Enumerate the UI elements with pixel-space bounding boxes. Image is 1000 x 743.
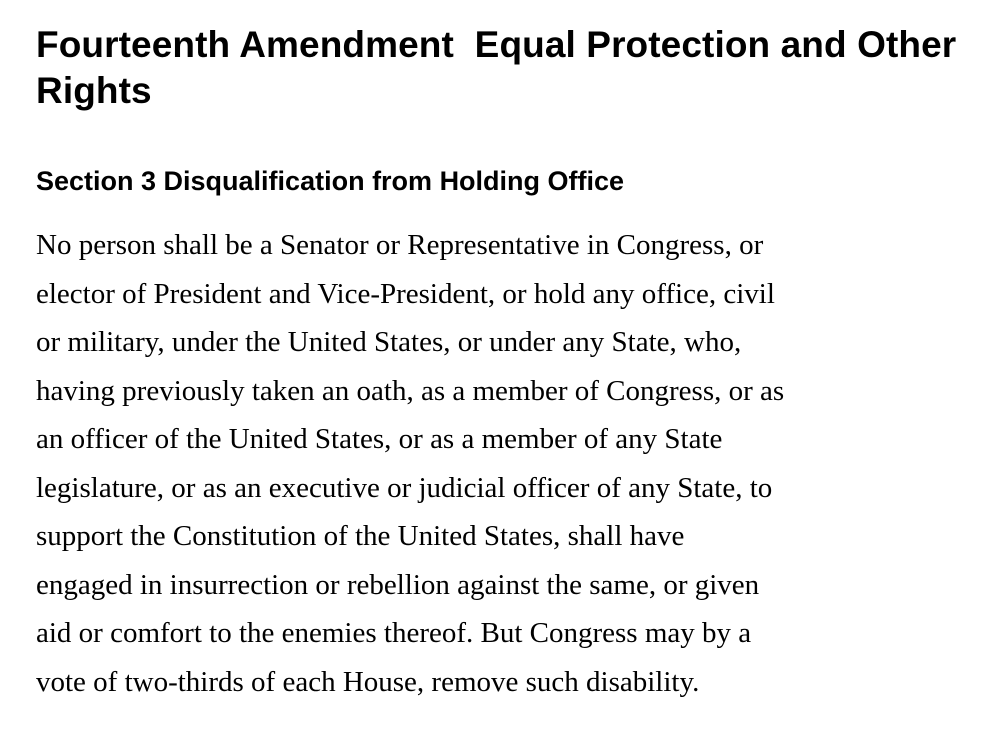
body-line: legislature, or as an executive or judicial officer of any State, to (36, 471, 773, 504)
body-line: support the Constitution of the United States, shall have (36, 520, 685, 552)
body-line: elector of President and Vice-President, or hold any office, civil (36, 277, 775, 310)
section-heading: Section 3 Disqualification from Holding Office (36, 166, 625, 196)
body-line: an officer of the United States, or as a member of any State (36, 423, 723, 455)
body-line: vote of two-thirds of each House, remove such disability. (36, 665, 700, 698)
document-content (36, 22, 967, 698)
body-line: No person shall be a Senator or Representative in Congress, or (36, 229, 764, 261)
body-line: or military, under the United States, or under any State, who, (36, 326, 742, 358)
body-line: aid or comfort to the enemies thereof. But Congress may by a (36, 617, 752, 649)
body-line: having previously taken an oath, as a member of Congress, or as (36, 374, 785, 407)
section-body (36, 221, 966, 706)
page-title: Fourteenth Amendment Equal Protection and Other Rights (36, 24, 967, 111)
body-line: engaged in insurrection or rebellion against the same, or given (36, 568, 760, 601)
